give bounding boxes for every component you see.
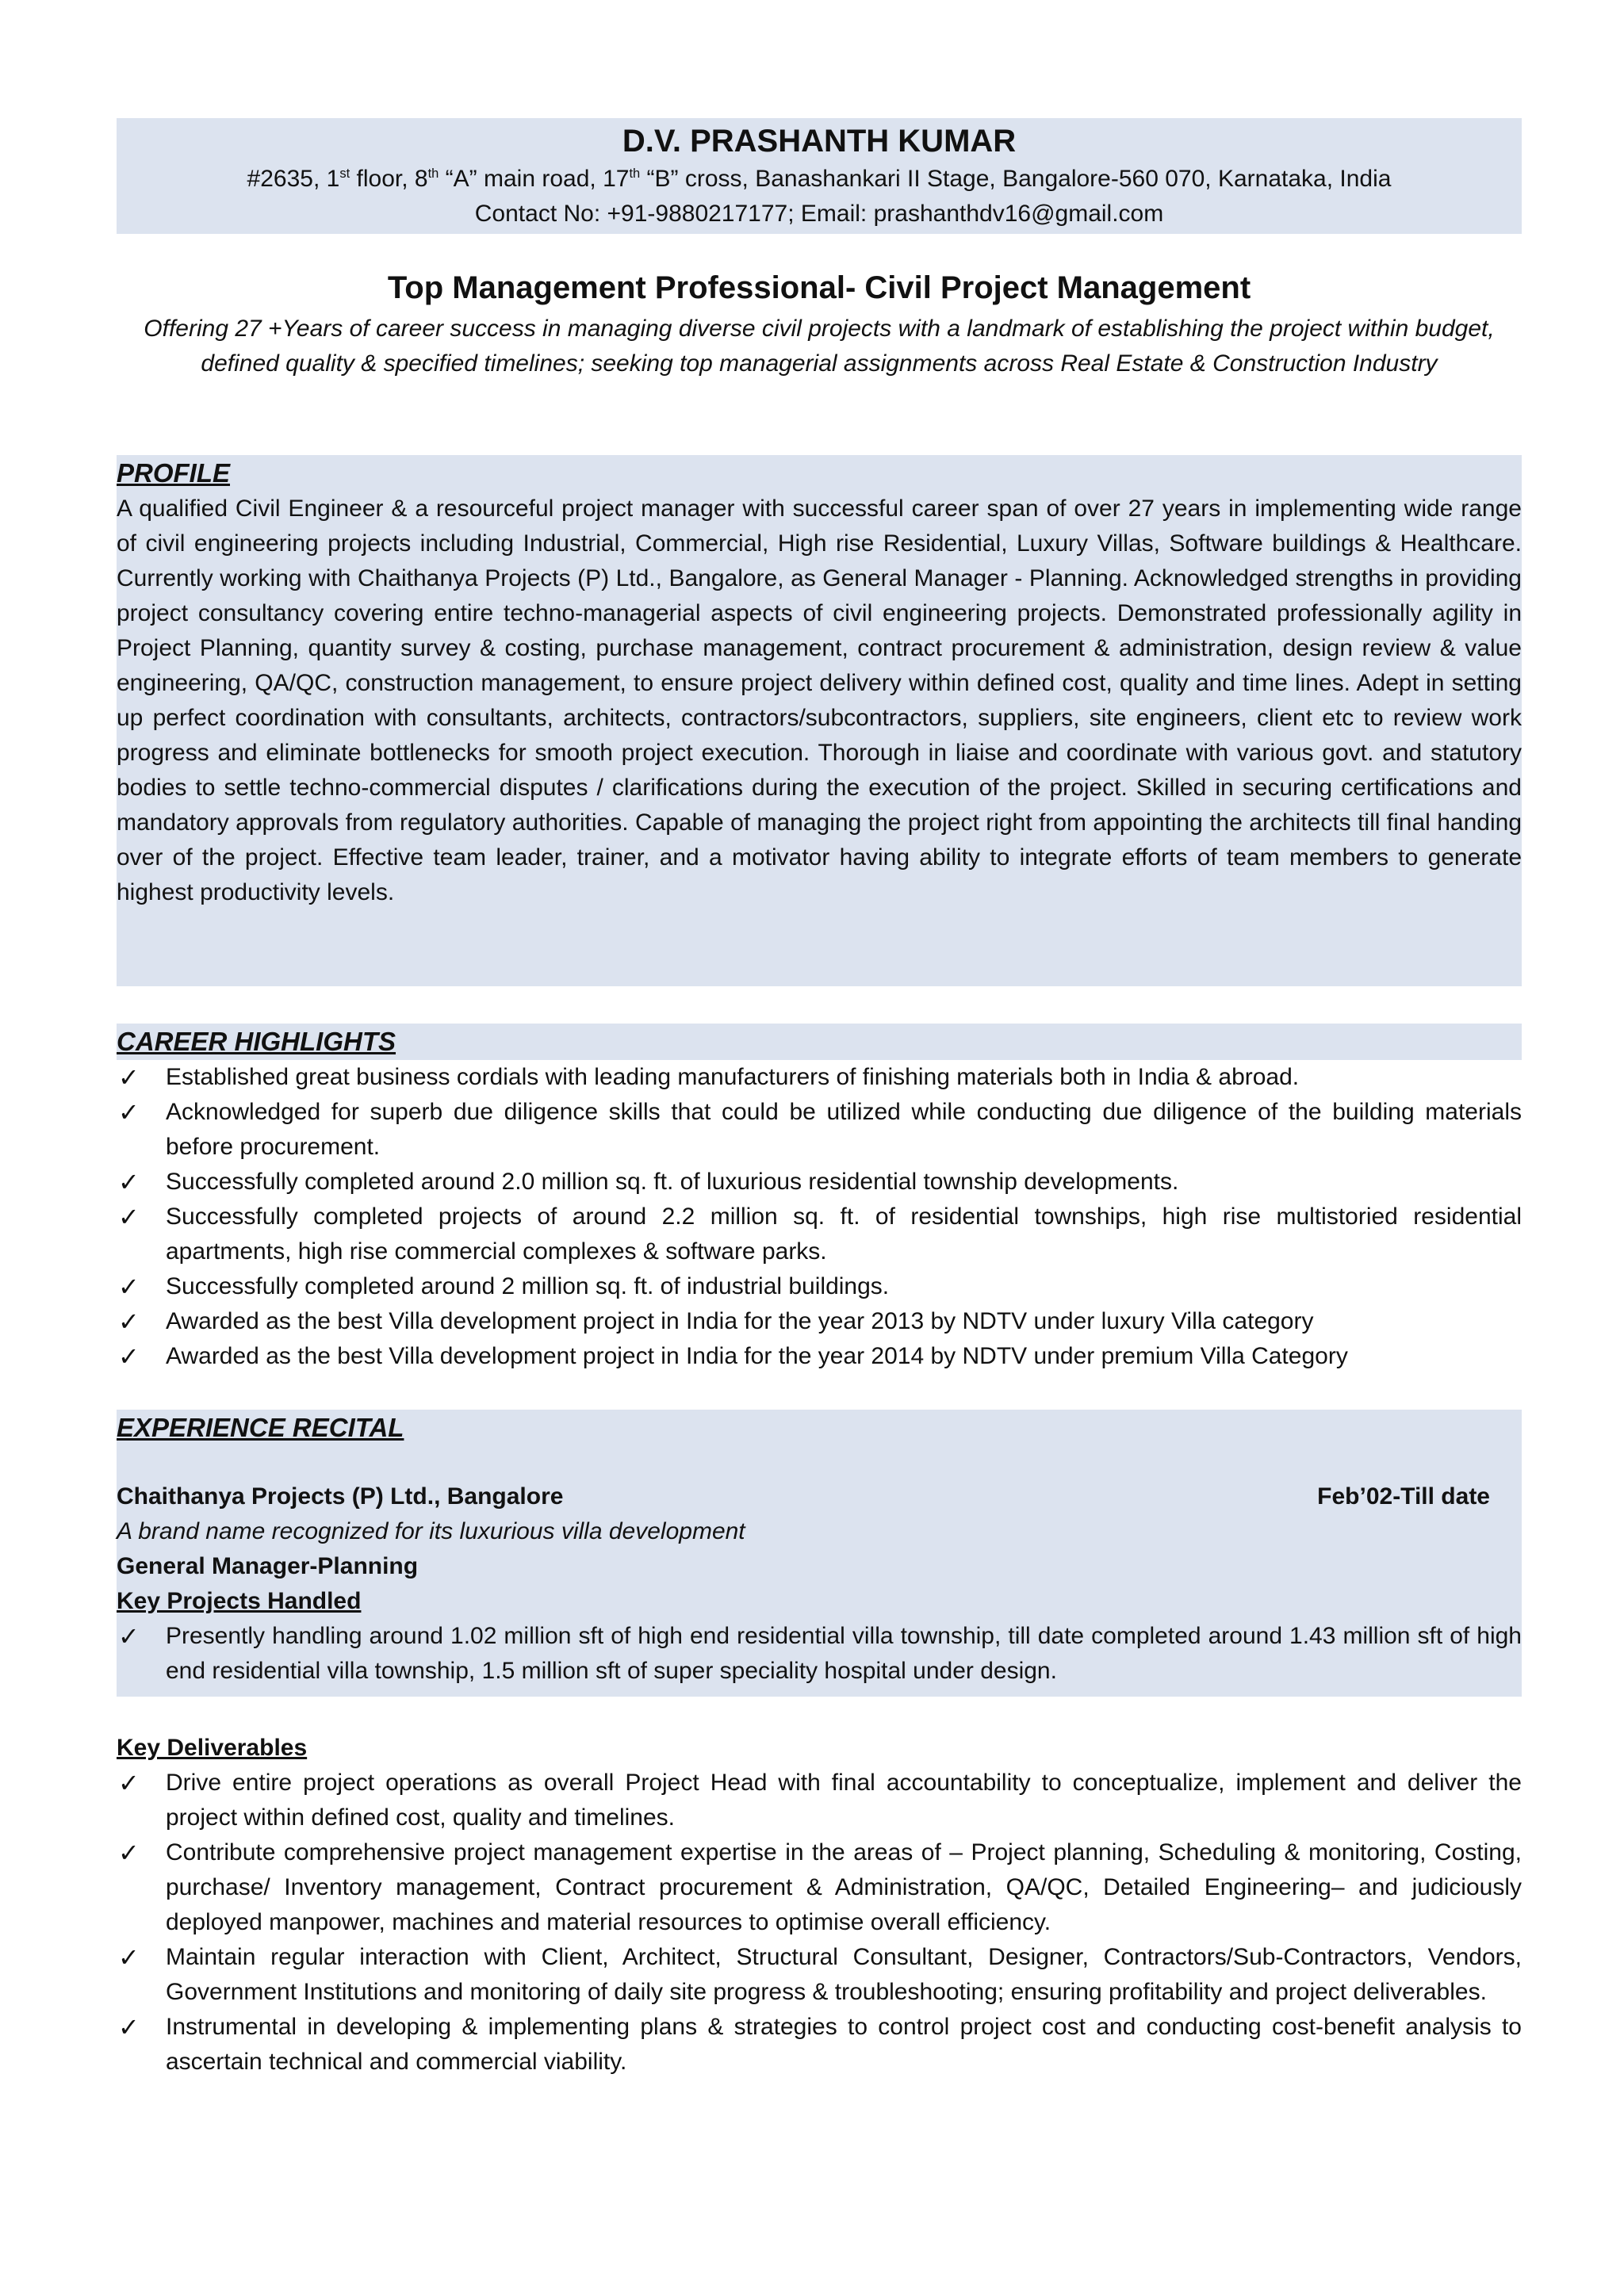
projects-title: Key Projects Handled	[117, 1588, 362, 1614]
checkmark-icon: ✓	[118, 1342, 140, 1371]
checkmark-icon: ✓	[118, 1307, 140, 1336]
list-item	[117, 1304, 1522, 1339]
list-item	[117, 1835, 1522, 1940]
list-item-text: Awarded as the best Villa development project in India for the year 2014 by NDTV under premium Villa Category	[166, 1343, 1348, 1369]
checkmark-icon: ✓	[118, 1622, 140, 1651]
list-item	[117, 1165, 1522, 1200]
checkmark-icon: ✓	[118, 2013, 140, 2042]
address-part: “A” main road, 17	[439, 166, 630, 192]
headline-block	[117, 266, 1522, 381]
profile-title: PROFILE	[117, 458, 231, 488]
checkmark-icon: ✓	[118, 1203, 140, 1231]
list-item-text: Successfully completed around 2.0 million sq. ft. of luxurious residential township developments.	[166, 1169, 1179, 1195]
list-item-text: Successfully completed projects of around 2.2 million sq. ft. of residential townships, high rise multistoried residential apartments, high rise commercial complexes & software parks.	[166, 1203, 1522, 1265]
address-sup: st	[339, 166, 350, 181]
career-section	[117, 1024, 1522, 1374]
list-item-text: Awarded as the best Villa development project in India for the year 2013 by NDTV under luxury Villa category	[166, 1308, 1314, 1334]
list-item	[117, 1619, 1522, 1689]
list-item	[117, 1200, 1522, 1269]
address-part: floor, 8	[350, 166, 428, 192]
list-item	[117, 1940, 1522, 2010]
career-list	[117, 1060, 1522, 1374]
list-item	[117, 1269, 1522, 1304]
list-item-text: Established great business cordials with leading manufacturers of finishing materials both in India & abroad.	[166, 1064, 1300, 1090]
job-row	[117, 1479, 1522, 1514]
checkmark-icon: ✓	[118, 1063, 140, 1092]
projects-list	[117, 1619, 1522, 1689]
list-item-text: Successfully completed around 2 million sq. ft. of industrial buildings.	[166, 1273, 890, 1299]
list-item-text: Contribute comprehensive project management expertise in the areas of – Project planning, Scheduling & monitoring, Costing, purchase/ Inventory management, Contract procurement & Administration, QA/QC, Detailed Engineering– and judiciously deployed manpower, machines and material resources to optimise overall efficiency.	[166, 1839, 1522, 1935]
list-item	[117, 1060, 1522, 1095]
list-item	[117, 1339, 1522, 1374]
list-item-text: Drive entire project operations as overall Project Head with final accountability to conceptualize, implement and deliver the project within defined cost, quality and timelines.	[166, 1770, 1522, 1831]
list-item-text: Instrumental in developing & implementing plans & strategies to control project cost and conducting cost-benefit analysis to ascertain technical and commercial viability.	[166, 2014, 1522, 2075]
job-period: Feb’02-Till date	[1317, 1483, 1490, 1510]
address-sup: th	[427, 166, 439, 181]
checkmark-icon: ✓	[118, 1272, 140, 1301]
address-part: #2635, 1	[247, 166, 340, 192]
address-part: “B” cross, Banashankari II Stage, Bangalore-560 070, Karnataka, India	[640, 166, 1392, 192]
deliverables-section	[117, 1731, 1522, 2080]
list-item-text: Maintain regular interaction with Client, Architect, Structural Consultant, Designer, Contractors/Sub-Contractors, Vendors, Government Institutions and monitoring of daily site progress & troubleshooting; ensuring profitability and project deliverables.	[166, 1944, 1522, 2005]
checkmark-icon: ✓	[118, 1168, 140, 1196]
tagline: Offering 27 +Years of career success in managing diverse civil projects with a landmark of establishing the project within budget, defined quality & specified timelines; seeking top managerial assignments across Real Estate & Construction Industry	[144, 316, 1495, 377]
checkmark-icon: ✓	[118, 1943, 140, 1972]
career-title: CAREER HIGHLIGHTS	[117, 1024, 1522, 1060]
resume-header	[117, 118, 1522, 234]
checkmark-icon: ✓	[118, 1839, 140, 1867]
checkmark-icon: ✓	[118, 1769, 140, 1797]
profile-section	[117, 455, 1522, 986]
experience-section	[117, 1410, 1522, 1697]
company-description: A brand name recognized for its luxurious villa development	[117, 1518, 745, 1544]
deliverables-list	[117, 1766, 1522, 2080]
headline: Top Management Professional- Civil Project Management	[387, 270, 1251, 305]
contact-line: Contact No: +91-9880217177; Email: prashanthdv16@gmail.com	[474, 201, 1164, 227]
experience-title: EXPERIENCE RECITAL	[117, 1413, 404, 1442]
company-name: Chaithanya Projects (P) Ltd., Bangalore	[117, 1483, 564, 1510]
job-role: General Manager-Planning	[117, 1553, 419, 1579]
list-item	[117, 2010, 1522, 2080]
address-sup: th	[629, 166, 641, 181]
list-item	[117, 1095, 1522, 1165]
candidate-name: D.V. PRASHANTH KUMAR	[622, 124, 1017, 159]
list-item	[117, 1766, 1522, 1835]
checkmark-icon: ✓	[118, 1098, 140, 1127]
address-line	[117, 162, 1522, 197]
deliverables-title: Key Deliverables	[117, 1735, 308, 1761]
profile-text: A qualified Civil Engineer & a resourceful project manager with successful career span of over 27 years in implementing wide range of civil engineering projects including Industrial, Commercial, High rise Residential, Luxury Villas, Software buildings & Healthcare. Currently working with Chaithanya Projects (P) Ltd., Bangalore, as General Manager - Planning. Acknowledged strengths in providing project consultancy covering entire techno-managerial aspects of civil engineering projects. Demonstrated professionally agility in Project Planning, quantity survey & costing, purchase management, contract procurement & administration, design review & value engineering, QA/QC, construction management, to ensure project delivery within defined cost, quality and time lines. Adept in setting up perfect coordination with consultants, architects, contractors/subcontractors, suppliers, site engineers, client etc to review work progress and eliminate bottlenecks for smooth project execution. Thorough in liaise and coordinate with various govt. and statutory bodies to settle techno-commercial disputes / clarifications during the execution of the project. Skilled in securing certifications and mandatory approvals from regulatory authorities. Capable of managing the project right from appointing the architects till final handing over of the project. Effective team leader, trainer, and a motivator having ability to integrate efforts of team members to generate highest productivity levels.	[117, 496, 1522, 905]
list-item-text: Acknowledged for superb due diligence skills that could be utilized while conducting due diligence of the building materials before procurement.	[166, 1099, 1522, 1160]
list-item-text: Presently handling around 1.02 million sft of high end residential villa township, till date completed around 1.43 million sft of high end residential villa township, 1.5 million sft of super speciality hospital under design.	[166, 1623, 1522, 1684]
